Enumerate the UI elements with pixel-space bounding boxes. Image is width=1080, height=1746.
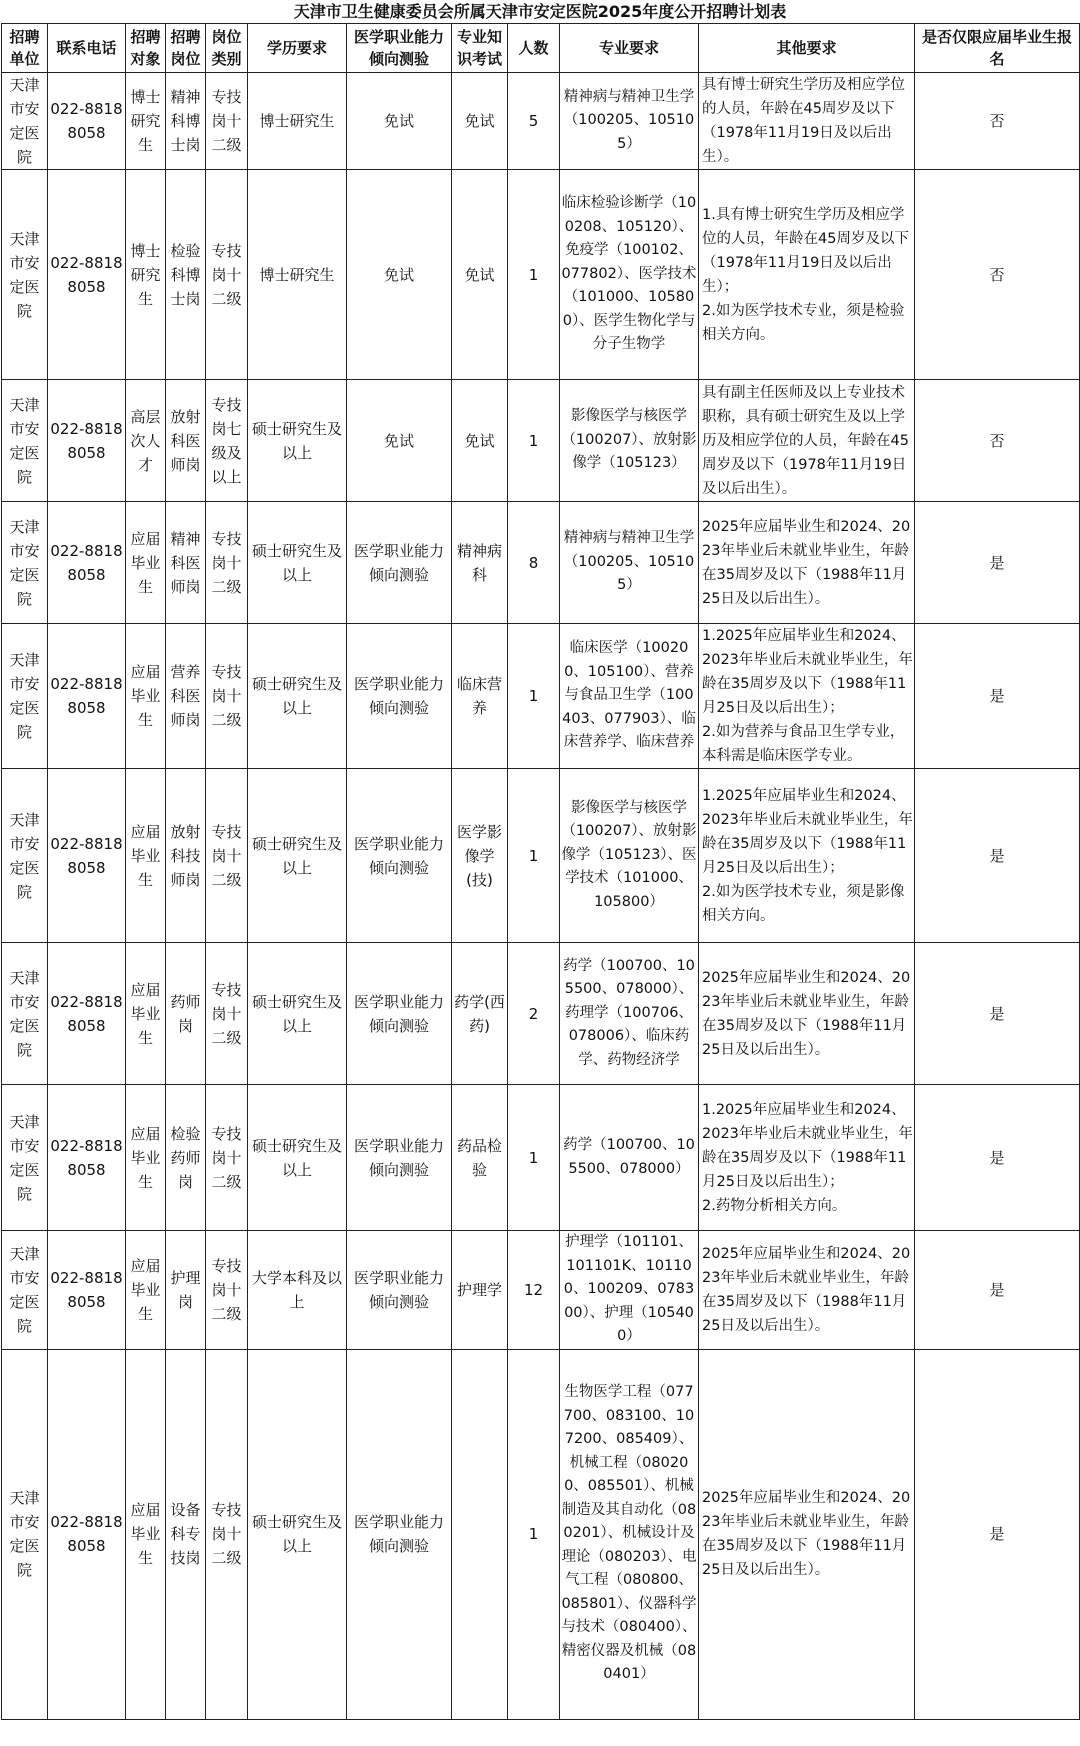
cell-education: 大学本科及以上	[248, 1231, 347, 1350]
cell-education: 博士研究生	[248, 73, 347, 170]
cell-target: 应届毕业生	[126, 1085, 166, 1231]
cell-other: 2025年应届毕业生和2024、2023年毕业后未就业毕业生，年龄在35周岁及以下（1988年11月25日及以后出生）。	[699, 1349, 915, 1719]
cell-graduate-only: 是	[915, 769, 1080, 943]
cell-target: 高层次人才	[126, 380, 166, 502]
cell-phone: 022-88188058	[48, 170, 126, 380]
cell-unit: 天津市安定医院	[2, 1349, 48, 1719]
cell-post: 检验药师岗	[166, 1085, 206, 1231]
header-target: 招聘对象	[126, 24, 166, 73]
header-aptitude: 医学职业能力倾向测验	[347, 24, 452, 73]
cell-education: 硕士研究生及以上	[248, 1085, 347, 1231]
cell-unit: 天津市安定医院	[2, 943, 48, 1085]
cell-phone: 022-88188058	[48, 1231, 126, 1350]
cell-unit: 天津市安定医院	[2, 1085, 48, 1231]
cell-category: 专技岗十二级	[206, 769, 248, 943]
cell-knowledge: 免试	[452, 73, 508, 170]
cell-aptitude: 免试	[347, 73, 452, 170]
table-row	[2, 1349, 1080, 1719]
cell-aptitude: 医学职业能力倾向测验	[347, 502, 452, 624]
cell-count: 1	[508, 170, 560, 380]
cell-category: 专技岗十二级	[206, 943, 248, 1085]
cell-knowledge: 免试	[452, 380, 508, 502]
cell-education: 硕士研究生及以上	[248, 502, 347, 624]
cell-post: 营养科医师岗	[166, 624, 206, 769]
table-header-row	[2, 24, 1080, 73]
cell-category: 专技岗十二级	[206, 73, 248, 170]
cell-major: 影像医学与核医学（100207）、放射影像学（105123）	[560, 380, 699, 502]
cell-count: 1	[508, 624, 560, 769]
cell-target: 应届毕业生	[126, 1349, 166, 1719]
header-major: 专业要求	[560, 24, 699, 73]
cell-other: 1.2025年应届毕业生和2024、2023年毕业后未就业毕业生，年龄在35周岁及以下（1988年11月25日及以后出生）； 2.如为医学技术专业，须是影像相关方向。	[699, 769, 915, 943]
cell-major: 精神病与精神卫生学（100205、105105）	[560, 73, 699, 170]
cell-major: 临床医学（100200、105100）、营养与食品卫生学（100403、077903）、临床营养学、临床营养	[560, 624, 699, 769]
table-row	[2, 1085, 1080, 1231]
cell-target: 应届毕业生	[126, 769, 166, 943]
table-row	[2, 73, 1080, 170]
cell-target: 应届毕业生	[126, 1231, 166, 1350]
cell-target: 应届毕业生	[126, 502, 166, 624]
cell-knowledge: 药学(西药)	[452, 943, 508, 1085]
cell-education: 硕士研究生及以上	[248, 380, 347, 502]
header-category: 岗位类别	[206, 24, 248, 73]
header-count: 人数	[508, 24, 560, 73]
cell-other: 2025年应届毕业生和2024、2023年毕业后未就业毕业生，年龄在35周岁及以下（1988年11月25日及以后出生）。	[699, 1231, 915, 1350]
cell-category: 专技岗十二级	[206, 1231, 248, 1350]
cell-phone: 022-88188058	[48, 624, 126, 769]
cell-category: 专技岗十二级	[206, 502, 248, 624]
cell-other: 2025年应届毕业生和2024、2023年毕业后未就业毕业生，年龄在35周岁及以下（1988年11月25日及以后出生）。	[699, 943, 915, 1085]
header-phone: 联系电话	[48, 24, 126, 73]
cell-major: 影像医学与核医学（100207）、放射影像学（105123）、医学技术（101000、105800）	[560, 769, 699, 943]
cell-phone: 022-88188058	[48, 502, 126, 624]
cell-graduate-only: 是	[915, 1231, 1080, 1350]
cell-unit: 天津市安定医院	[2, 769, 48, 943]
header-other: 其他要求	[699, 24, 915, 73]
cell-unit: 天津市安定医院	[2, 624, 48, 769]
cell-major: 临床检验诊断学（100208、105120）、免疫学（100102、077802）、医学技术（101000、105800）、医学生物化学与分子生物学	[560, 170, 699, 380]
cell-count: 8	[508, 502, 560, 624]
cell-graduate-only: 是	[915, 1085, 1080, 1231]
cell-count: 1	[508, 380, 560, 502]
cell-knowledge: 药品检验	[452, 1085, 508, 1231]
page-title: 天津市卫生健康委员会所属天津市安定医院2025年度公开招聘计划表	[293, 2, 787, 21]
cell-category: 专技岗七级及以上	[206, 380, 248, 502]
cell-count: 1	[508, 769, 560, 943]
cell-count: 2	[508, 943, 560, 1085]
cell-knowledge: 精神病科	[452, 502, 508, 624]
cell-aptitude: 医学职业能力倾向测验	[347, 1231, 452, 1350]
cell-phone: 022-88188058	[48, 943, 126, 1085]
cell-graduate-only: 否	[915, 73, 1080, 170]
cell-unit: 天津市安定医院	[2, 73, 48, 170]
cell-graduate-only: 是	[915, 943, 1080, 1085]
cell-aptitude: 医学职业能力倾向测验	[347, 943, 452, 1085]
cell-aptitude: 免试	[347, 170, 452, 380]
header-education: 学历要求	[248, 24, 347, 73]
cell-major: 精神病与精神卫生学（100205、105105）	[560, 502, 699, 624]
cell-other: 1.具有博士研究生学历及相应学位的人员，年龄在45周岁及以下（1978年11月19日及以后出生）； 2.如为医学技术专业，须是检验相关方向。	[699, 170, 915, 380]
cell-phone: 022-88188058	[48, 380, 126, 502]
cell-aptitude: 医学职业能力倾向测验	[347, 769, 452, 943]
cell-graduate-only: 否	[915, 170, 1080, 380]
cell-other: 2025年应届毕业生和2024、2023年毕业后未就业毕业生，年龄在35周岁及以下（1988年11月25日及以后出生）。	[699, 502, 915, 624]
cell-count: 12	[508, 1231, 560, 1350]
cell-education: 硕士研究生及以上	[248, 943, 347, 1085]
cell-aptitude: 医学职业能力倾向测验	[347, 1085, 452, 1231]
cell-education: 硕士研究生及以上	[248, 1349, 347, 1719]
cell-knowledge: 医学影像学(技)	[452, 769, 508, 943]
cell-major: 生物医学工程（077700、083100、107200、085409）、机械工程（080200、085501）、机械制造及其自动化（080201）、机械设计及理论（080203）、电气工程（080800、085801）、仪器科学与技术（080400）、精密仪器及机械（080401）	[560, 1349, 699, 1719]
cell-count: 1	[508, 1085, 560, 1231]
cell-unit: 天津市安定医院	[2, 380, 48, 502]
cell-post: 检验科博士岗	[166, 170, 206, 380]
cell-target: 应届毕业生	[126, 943, 166, 1085]
cell-category: 专技岗十二级	[206, 170, 248, 380]
cell-post: 设备科专技岗	[166, 1349, 206, 1719]
cell-other: 1.2025年应届毕业生和2024、2023年毕业后未就业毕业生，年龄在35周岁及以下（1988年11月25日及以后出生）； 2.药物分析相关方向。	[699, 1085, 915, 1231]
cell-target: 应届毕业生	[126, 624, 166, 769]
cell-education: 硕士研究生及以上	[248, 769, 347, 943]
cell-post: 精神科医师岗	[166, 502, 206, 624]
cell-target: 博士研究生	[126, 73, 166, 170]
table-row	[2, 943, 1080, 1085]
cell-count: 1	[508, 1349, 560, 1719]
cell-knowledge: 临床营养	[452, 624, 508, 769]
cell-knowledge: 护理学	[452, 1231, 508, 1350]
table-row	[2, 769, 1080, 943]
cell-aptitude: 免试	[347, 380, 452, 502]
header-post: 招聘岗位	[166, 24, 206, 73]
cell-major: 药学（100700、105500、078000）、药理学（100706、078006）、临床药学、药物经济学	[560, 943, 699, 1085]
cell-post: 放射科医师岗	[166, 380, 206, 502]
cell-post: 药师岗	[166, 943, 206, 1085]
cell-knowledge: 免试	[452, 170, 508, 380]
cell-aptitude: 医学职业能力倾向测验	[347, 624, 452, 769]
cell-unit: 天津市安定医院	[2, 170, 48, 380]
header-unit: 招聘单位	[2, 24, 48, 73]
cell-post: 放射科技师岗	[166, 769, 206, 943]
cell-phone: 022-88188058	[48, 769, 126, 943]
cell-graduate-only: 是	[915, 624, 1080, 769]
cell-graduate-only: 否	[915, 380, 1080, 502]
table-row	[2, 502, 1080, 624]
header-knowledge: 专业知识考试	[452, 24, 508, 73]
cell-phone: 022-88188058	[48, 1085, 126, 1231]
cell-target: 博士研究生	[126, 170, 166, 380]
cell-other: 具有博士研究生学历及相应学位的人员，年龄在45周岁及以下（1978年11月19日及以后出生）。	[699, 73, 915, 170]
cell-major: 药学（100700、105500、078000）	[560, 1085, 699, 1231]
cell-graduate-only: 是	[915, 1349, 1080, 1719]
cell-education: 硕士研究生及以上	[248, 624, 347, 769]
cell-knowledge	[452, 1349, 508, 1719]
cell-category: 专技岗十二级	[206, 624, 248, 769]
table-row	[2, 1231, 1080, 1350]
table-row	[2, 170, 1080, 380]
recruitment-table	[1, 23, 1080, 1720]
cell-post: 护理岗	[166, 1231, 206, 1350]
table-row	[2, 624, 1080, 769]
cell-category: 专技岗十二级	[206, 1085, 248, 1231]
cell-aptitude: 医学职业能力倾向测验	[347, 1349, 452, 1719]
cell-post: 精神科博士岗	[166, 73, 206, 170]
cell-other: 1.2025年应届毕业生和2024、2023年毕业后未就业毕业生，年龄在35周岁及以下（1988年11月25日及以后出生）； 2.如为营养与食品卫生学专业，本科需是临床医学专业。	[699, 624, 915, 769]
cell-education: 博士研究生	[248, 170, 347, 380]
header-graduate-only: 是否仅限应届毕业生报名	[915, 24, 1080, 73]
cell-graduate-only: 是	[915, 502, 1080, 624]
cell-phone: 022-88188058	[48, 1349, 126, 1719]
cell-other: 具有副主任医师及以上专业技术职称，具有硕士研究生及以上学历及相应学位的人员，年龄在45周岁及以下（1978年11月19日及以后出生）。	[699, 380, 915, 502]
cell-major: 护理学（101101、101101K、101100、100209、078300）、护理（105400）	[560, 1231, 699, 1350]
cell-unit: 天津市安定医院	[2, 1231, 48, 1350]
cell-count: 5	[508, 73, 560, 170]
cell-category: 专技岗十二级	[206, 1349, 248, 1719]
cell-phone: 022-88188058	[48, 73, 126, 170]
table-row	[2, 380, 1080, 502]
table-body	[2, 73, 1080, 1720]
cell-unit: 天津市安定医院	[2, 502, 48, 624]
